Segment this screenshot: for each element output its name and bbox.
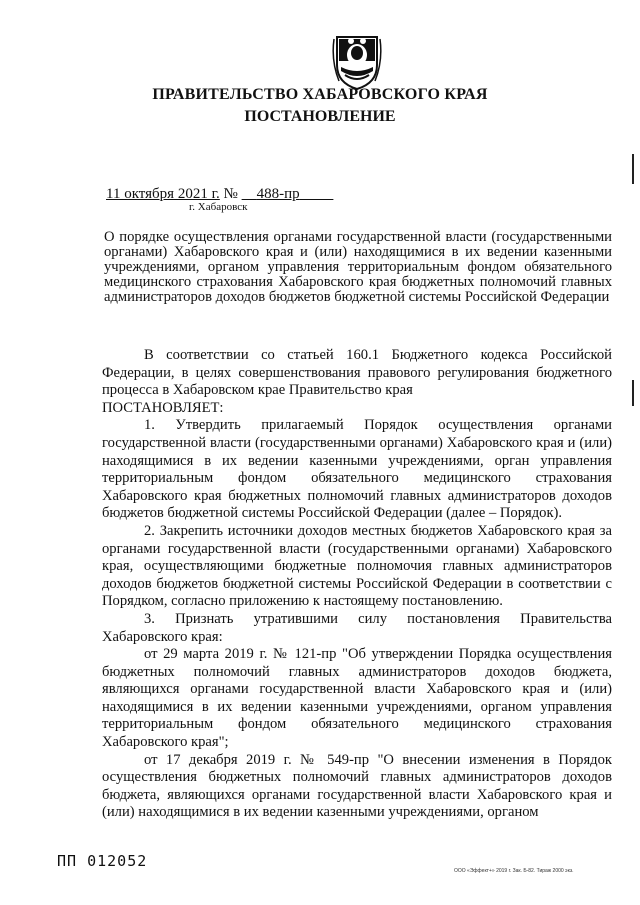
item-3-paragraph: 3. Признать утратившими силу постановления Правительства Хабаровского края: [102,610,612,645]
document-body [102,347,612,822]
resolves-heading: ПОСТАНОВЛЯЕТ: [102,399,224,416]
coat-of-arms-emblem [331,31,383,91]
preamble-paragraph: В соответствии со статьей 160.1 Бюджетного кодекса Российской Федерации, в целях совершенствования правового регулирования бюджетного процесса в Хабаровском крае Правительство края [102,347,612,399]
form-code: ПП 012052 [57,852,148,870]
document-subject: О порядке осуществления органами государственной власти (государственными органами) Хабаровского края и (или) находящимися в их ведении казенными учреждениями, органом управления территориальным фондом обязательного медицинского страхования Хабаровского края бюджетных полномочий главных администраторов доходов бюджетов бюджетной системы Российской Федерации [104,229,612,305]
printer-note: ООО «Эффект+» 2019 г. Зак. Б-82. Тираж 2000 экз. [454,868,574,874]
city-label: г. Хабаровск [189,201,248,213]
document-date: 11 октября 2021 г. [106,186,220,202]
item-1-paragraph: 1. Утвердить прилагаемый Порядок осуществления органами государственной власти (государственными органами) Хабаровского края и (или) находящимися в их ведении казенными учреждениями, орган управления территориальным фондом обязательного медицинского страхования Хабаровского края бюджетных полномочий главных администраторов доходов бюджетов бюджетной системы Российской Федерации (далее – Порядок). [102,417,612,522]
item-2-paragraph: 2. Закрепить источники доходов местных бюджетов Хабаровского края за органами государственной власти (государственными органами) Хабаровского края, осуществляющими бюджетные полномочия главных администраторов доходов бюджетов бюджетной системы Российской Федерации в соответствии с Порядком, согласно приложению к настоящему постановлению. [102,522,612,610]
organization-title: ПРАВИТЕЛЬСТВО ХАБАРОВСКОГО КРАЯ [152,86,488,103]
item-3a-paragraph: от 29 марта 2019 г. № 121-пр "Об утверждении Порядка осуществления бюджетных полномочий главных администраторов доходов бюджета, являющихся органами государственной власти Хабаровского края и (или) находящимися в их ведении казенными учреждениями, органом управления территориальным фондом обязательного медицинского страхования Хабаровского края"; [102,646,612,751]
scan-edge-mark [632,154,634,184]
number-label: № [223,186,238,202]
item-3b-paragraph: от 17 декабря 2019 г. № 549-пр "О внесении изменения в Порядок осуществления бюджетных полномочий главных администраторов доходов бюджета, являющихся органами государственной власти Хабаровского края и (или) находящимися в их ведении казенными учреждениями, органом [102,751,612,821]
document-number: 488-пр [256,186,300,202]
scan-edge-mark [632,380,634,406]
document-type: ПОСТАНОВЛЕНИЕ [244,108,396,125]
